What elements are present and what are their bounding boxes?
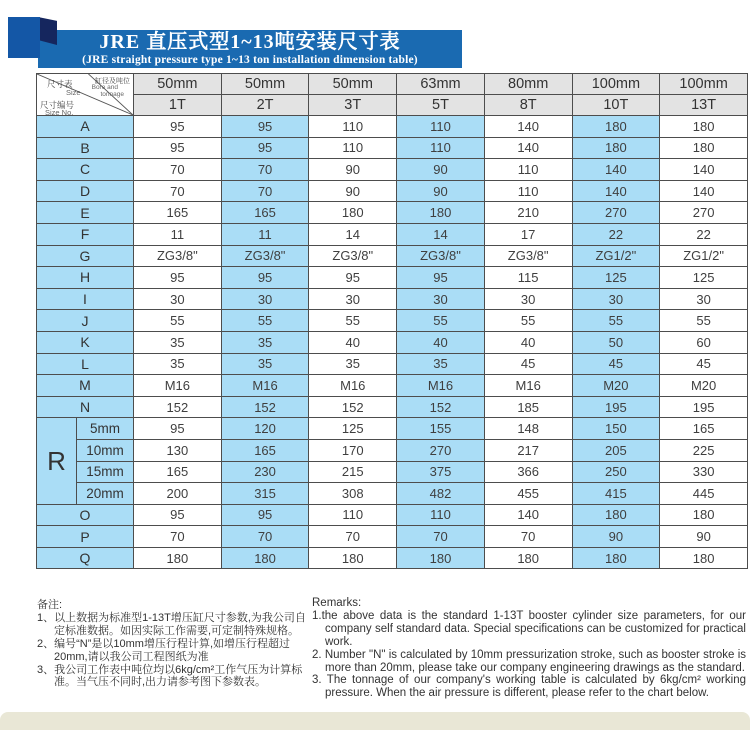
cell: 55	[134, 310, 222, 332]
cell: 180	[397, 547, 485, 569]
cell: 95	[221, 116, 309, 138]
cell: ZG3/8"	[221, 245, 309, 267]
row-label: I	[37, 288, 134, 310]
cell: 40	[484, 331, 572, 353]
cell: 366	[484, 461, 572, 483]
row-label: E	[37, 202, 134, 224]
cell: 70	[484, 526, 572, 548]
cell: 180	[134, 547, 222, 569]
row-label: F	[37, 223, 134, 245]
cell: 110	[309, 116, 397, 138]
cell: 110	[309, 137, 397, 159]
row-label: G	[37, 245, 134, 267]
table-body	[37, 116, 748, 569]
cell: 50	[572, 331, 660, 353]
blue-square-decoration	[8, 17, 40, 58]
cell: M20	[660, 375, 748, 397]
row-label: J	[37, 310, 134, 332]
dimension-table	[36, 73, 748, 569]
cell: 445	[660, 483, 748, 505]
notes-en-item: 2. Number "N" is calculated by 10mm pressurization stroke, such as booster stroke is more than 20mm, please take our company engineering drawings as the standard.	[312, 648, 746, 674]
notes-zh-title: 备注:	[37, 599, 63, 611]
cell: 30	[660, 288, 748, 310]
cell: M16	[397, 375, 485, 397]
cell: 415	[572, 483, 660, 505]
corner-no-en: Size No.	[45, 108, 74, 116]
cell: 110	[397, 116, 485, 138]
cell: 90	[309, 159, 397, 181]
cell: 90	[309, 180, 397, 202]
cell: 185	[484, 396, 572, 418]
cell: 180	[309, 547, 397, 569]
cell: 330	[660, 461, 748, 483]
cell: 180	[660, 116, 748, 138]
cell: 70	[309, 526, 397, 548]
cell: 140	[484, 137, 572, 159]
cell: 270	[397, 439, 485, 461]
cell: 90	[660, 526, 748, 548]
cell: 70	[134, 159, 222, 181]
notes-en-title: Remarks:	[312, 597, 362, 609]
row-label: C	[37, 159, 134, 181]
cell: 35	[134, 353, 222, 375]
table-row	[37, 288, 748, 310]
cell: 30	[484, 288, 572, 310]
table-row	[37, 504, 748, 526]
corner-bore-zh: 缸径及吨位	[95, 78, 130, 85]
row-label: P	[37, 526, 134, 548]
title-banner	[38, 30, 462, 68]
cell: 270	[660, 202, 748, 224]
table-row	[37, 461, 748, 483]
cell: 180	[484, 547, 572, 569]
cell: 180	[309, 202, 397, 224]
cell: 95	[221, 504, 309, 526]
cell: 152	[134, 396, 222, 418]
cell: 180	[221, 547, 309, 569]
cell: 180	[572, 504, 660, 526]
bore-header-cell: 50mm	[309, 74, 397, 95]
cell: 70	[221, 159, 309, 181]
cell: 148	[484, 418, 572, 440]
row-label: O	[37, 504, 134, 526]
table-row	[37, 418, 748, 440]
cell: 95	[134, 267, 222, 289]
cell: 30	[397, 288, 485, 310]
bore-header-cell: 100mm	[660, 74, 748, 95]
cell: 195	[660, 396, 748, 418]
cell: 375	[397, 461, 485, 483]
cell: 152	[221, 396, 309, 418]
tonnage-header-row	[37, 95, 748, 116]
table-row	[37, 526, 748, 548]
cell: 22	[572, 223, 660, 245]
cell: 95	[221, 267, 309, 289]
cell: 35	[134, 331, 222, 353]
cell: 180	[660, 547, 748, 569]
cell: 180	[660, 504, 748, 526]
cell: 95	[134, 116, 222, 138]
cell: M16	[221, 375, 309, 397]
notes-chinese	[37, 599, 310, 689]
cell: 165	[221, 202, 309, 224]
page-title: JRE 直压式型1~13吨安装尺寸表	[99, 31, 401, 53]
cell: 35	[221, 331, 309, 353]
table-row	[37, 137, 748, 159]
dimension-table-wrap	[36, 73, 748, 569]
notes-en-item: 1.the above data is the standard 1-13T booster cylinder size parameters, for our company self standard data. Special specifications can be customized for practical work.	[312, 609, 746, 648]
cell: 180	[572, 116, 660, 138]
cell: 155	[397, 418, 485, 440]
row-label: H	[37, 267, 134, 289]
cell: 140	[660, 159, 748, 181]
cell: 195	[572, 396, 660, 418]
table-row	[37, 310, 748, 332]
r-group-label: R	[37, 418, 77, 504]
cell: 150	[572, 418, 660, 440]
tonnage-header-cell: 13T	[660, 95, 748, 116]
table-row	[37, 180, 748, 202]
row-label: A	[37, 116, 134, 138]
bore-header-cell: 50mm	[134, 74, 222, 95]
cell: M20	[572, 375, 660, 397]
cell: 40	[309, 331, 397, 353]
table-row	[37, 353, 748, 375]
cell: 45	[660, 353, 748, 375]
cell: 35	[309, 353, 397, 375]
cell: 110	[309, 504, 397, 526]
cell: 165	[134, 202, 222, 224]
row-label: L	[37, 353, 134, 375]
cell: 55	[660, 310, 748, 332]
cell: 140	[572, 159, 660, 181]
bore-header-cell: 100mm	[572, 74, 660, 95]
notes-zh-item: 3、我公司工作表中吨位均以6kg/cm²工作气压为计算标准。当气压不同时,出力请参考图下参数表。	[37, 663, 303, 689]
cell: 55	[309, 310, 397, 332]
table-row	[37, 223, 748, 245]
bore-header-cell: 80mm	[484, 74, 572, 95]
table-row	[37, 267, 748, 289]
cell: 95	[134, 504, 222, 526]
cell: ZG3/8"	[484, 245, 572, 267]
cell: 205	[572, 439, 660, 461]
corner-bore-en-2: tonnage	[100, 91, 124, 98]
page-subtitle: (JRE straight pressure type 1~13 ton installation dimension table)	[82, 54, 418, 66]
row-label: Q	[37, 547, 134, 569]
cell: ZG3/8"	[309, 245, 397, 267]
cell: 125	[660, 267, 748, 289]
cell: 17	[484, 223, 572, 245]
cell: 35	[397, 353, 485, 375]
cell: 35	[221, 353, 309, 375]
cell: 70	[221, 180, 309, 202]
cell: 11	[134, 223, 222, 245]
row-sublabel: 15mm	[77, 461, 134, 483]
tonnage-header-cell: 1T	[134, 95, 222, 116]
cell: M16	[134, 375, 222, 397]
cell: 22	[660, 223, 748, 245]
cell: 55	[572, 310, 660, 332]
cell: 125	[572, 267, 660, 289]
tonnage-header-cell: 8T	[484, 95, 572, 116]
table-row	[37, 439, 748, 461]
cell: 110	[397, 504, 485, 526]
cell: 70	[134, 526, 222, 548]
row-label: D	[37, 180, 134, 202]
tonnage-header-cell: 2T	[221, 95, 309, 116]
table-row	[37, 331, 748, 353]
cell: 125	[309, 418, 397, 440]
cell: 152	[397, 396, 485, 418]
cell: 270	[572, 202, 660, 224]
cell: M16	[484, 375, 572, 397]
cell: 120	[221, 418, 309, 440]
cell: ZG1/2"	[660, 245, 748, 267]
table-row	[37, 396, 748, 418]
table-row	[37, 547, 748, 569]
corner-bore-en-1: Bore and	[91, 84, 118, 91]
notes-en-item: 3. The tonnage of our company's working table is calculated by 6kg/cm² working pressure. When the air pressure is different, please refer to the chart below.	[312, 674, 746, 700]
bore-header-cell: 50mm	[221, 74, 309, 95]
cell: 110	[484, 159, 572, 181]
bore-header-row	[37, 74, 748, 95]
cell: 140	[484, 116, 572, 138]
row-sublabel: 5mm	[77, 418, 134, 440]
row-sublabel: 10mm	[77, 439, 134, 461]
notes-english	[312, 597, 746, 700]
cell: 170	[309, 439, 397, 461]
cell: 225	[660, 439, 748, 461]
cell: 30	[221, 288, 309, 310]
bottom-beige-strip	[0, 712, 750, 730]
cell: 95	[397, 267, 485, 289]
cell: 482	[397, 483, 485, 505]
cell: 180	[572, 547, 660, 569]
cell: 140	[484, 504, 572, 526]
tonnage-header-cell: 10T	[572, 95, 660, 116]
row-label: N	[37, 396, 134, 418]
corner-header-cell	[37, 74, 134, 116]
cell: 30	[309, 288, 397, 310]
cell: 95	[134, 418, 222, 440]
cell: 455	[484, 483, 572, 505]
cell: 250	[572, 461, 660, 483]
cell: 180	[660, 137, 748, 159]
cell: 90	[397, 180, 485, 202]
cell: 217	[484, 439, 572, 461]
cell: 30	[134, 288, 222, 310]
cell: 165	[134, 461, 222, 483]
cell: 11	[221, 223, 309, 245]
cell: 165	[221, 439, 309, 461]
cell: 180	[572, 137, 660, 159]
cell: M16	[309, 375, 397, 397]
corner-no-zh: 尺寸编号	[40, 100, 75, 110]
cell: 95	[221, 137, 309, 159]
tonnage-header-cell: 3T	[309, 95, 397, 116]
cell: 210	[484, 202, 572, 224]
cell: 90	[572, 526, 660, 548]
cell: 115	[484, 267, 572, 289]
cell: 95	[309, 267, 397, 289]
cell: 40	[397, 331, 485, 353]
cell: 130	[134, 439, 222, 461]
cell: 140	[660, 180, 748, 202]
cell: 45	[572, 353, 660, 375]
cell: 95	[134, 137, 222, 159]
cell: 165	[660, 418, 748, 440]
row-label: M	[37, 375, 134, 397]
notes-zh-item: 1、以上数据为标准型1-13T增压缸尺寸参数,为我公司自定标准数据。如因实际工作需要,可定制特殊规格。	[37, 611, 306, 637]
cell: 110	[397, 137, 485, 159]
cell: 55	[397, 310, 485, 332]
cell: 55	[484, 310, 572, 332]
cell: 315	[221, 483, 309, 505]
notes-zh-item: 2、编号“N”是以10mm增压行程计算,如增压行程超过20mm,请以我公司工程图纸为准	[37, 637, 291, 663]
cell: 45	[484, 353, 572, 375]
cell: 110	[484, 180, 572, 202]
cell: 55	[221, 310, 309, 332]
corner-size-en: Size	[66, 88, 81, 97]
cell: 70	[134, 180, 222, 202]
cell: ZG1/2"	[572, 245, 660, 267]
cell: ZG3/8"	[397, 245, 485, 267]
table-row	[37, 116, 748, 138]
row-sublabel: 20mm	[77, 483, 134, 505]
table-row	[37, 375, 748, 397]
cell: 90	[397, 159, 485, 181]
cell: 152	[309, 396, 397, 418]
cell: 70	[397, 526, 485, 548]
cell: 308	[309, 483, 397, 505]
table-row	[37, 483, 748, 505]
table-row	[37, 245, 748, 267]
bore-header-cell: 63mm	[397, 74, 485, 95]
tonnage-header-cell: 5T	[397, 95, 485, 116]
table-row	[37, 202, 748, 224]
corner-size-zh: 尺寸表	[47, 79, 73, 89]
cell: 180	[397, 202, 485, 224]
cell: 200	[134, 483, 222, 505]
cell: 140	[572, 180, 660, 202]
cell: ZG3/8"	[134, 245, 222, 267]
row-label: B	[37, 137, 134, 159]
row-label: K	[37, 331, 134, 353]
cell: 215	[309, 461, 397, 483]
table-row	[37, 159, 748, 181]
cell: 230	[221, 461, 309, 483]
cell: 14	[309, 223, 397, 245]
cell: 60	[660, 331, 748, 353]
cell: 14	[397, 223, 485, 245]
cell: 70	[221, 526, 309, 548]
cell: 30	[572, 288, 660, 310]
